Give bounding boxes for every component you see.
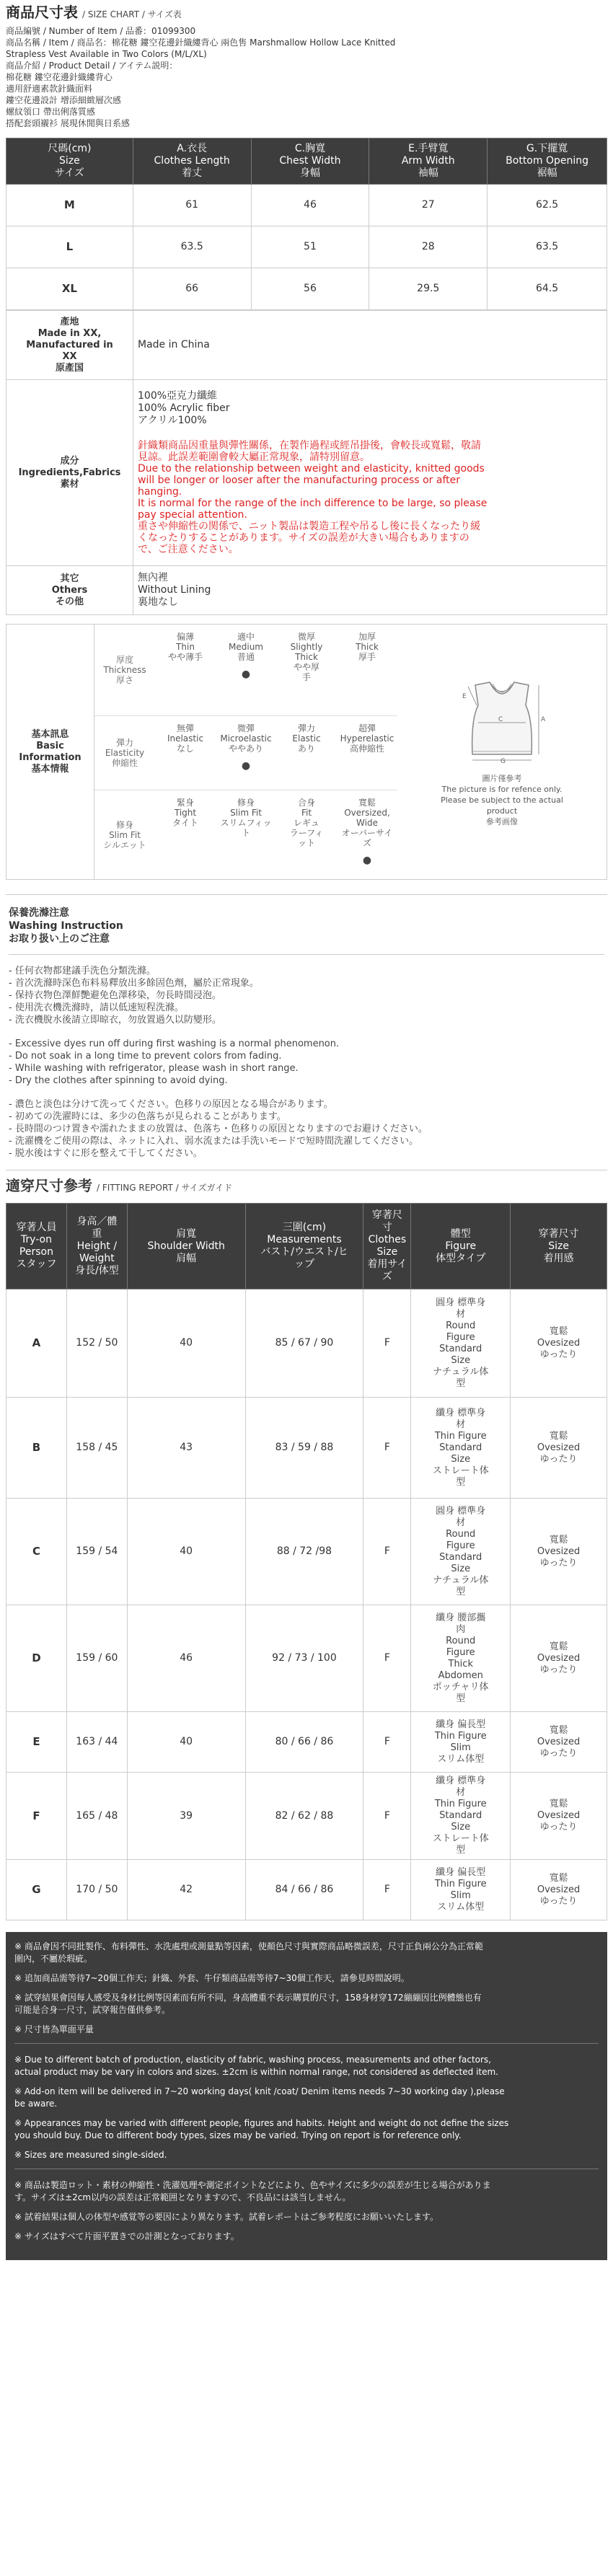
- shoulder-cell: 42: [127, 1860, 245, 1920]
- clothes-size-cell: F: [363, 1773, 411, 1860]
- bottom-col-header: G.下擺寬 Bottom Opening 裾幅: [488, 138, 607, 185]
- attribute-option: 微彈 Microelastic ややあり ●: [220, 723, 272, 772]
- wash-group-zh: - 任何衣物都建議手洗色分類洗滌。 - 首次洗滌時深色布料易釋放出多餘固色劑，屬於正常現象。 - 保持衣物色澤鮮艷避免色澤移染，勿長時間浸泡。 - 使用洗衣機洗滌時，請以低速短程洗滌。 - 洗衣機脫水後請立即晾衣，勿放置過久以防變形。: [9, 966, 259, 1025]
- attribute-category: 修身 Slim Fit シルエット: [103, 819, 146, 850]
- note-item: ※ 試穿結果會因每人感受及身材比例等因素而有所不同，身高體重不表示購買的尺寸，158身材穿172繃繃因比例體態也有 可能是合身一尺寸，試穿報告僅供參考。: [14, 1993, 482, 2015]
- height-weight-col-header: 身高／體 重 Height / Weight 身長/体型: [66, 1204, 127, 1289]
- diagram-caption: 圖片僅參考 The picture is for refence only. Please be subject to the actual product 參考画像: [441, 774, 563, 826]
- clothes-size-cell: F: [363, 1289, 411, 1398]
- product-description: [6, 25, 607, 129]
- notes-divider: [14, 2043, 599, 2044]
- product-header: [0, 0, 613, 129]
- person-cell: F: [6, 1773, 67, 1860]
- arm-cell: 27: [369, 185, 488, 226]
- wash-divider: [9, 954, 604, 955]
- others-label: 其它 Others その他: [6, 566, 133, 615]
- note-item: ※ 商品會因不同批製作、布料彈性、水洗處理或測量點等因素，使顏色尺寸與實際商品略微誤差，尺寸正負兩公分為正常範 圍內，不屬於瑕疵。: [14, 1941, 483, 1964]
- washing-instruction: [0, 895, 613, 1160]
- table-row: [6, 1860, 607, 1920]
- height-weight-cell: 165 / 48: [66, 1773, 127, 1860]
- fabric-line: アクリル100%: [138, 415, 207, 426]
- length-col-header: A.衣長 Clothes Length 着丈: [133, 138, 251, 185]
- attribute-option: 修身 Slim Fit スリムフィッ ト: [220, 798, 272, 838]
- figure-cell: 纖身 偏長型 Thin Figure Slim スリム体型: [411, 1712, 511, 1773]
- garment-diagram: [397, 625, 607, 879]
- arm-cell: 29.5: [369, 268, 488, 310]
- wash-title-zh: 保養洗滌注意: [9, 907, 69, 919]
- table-row: [6, 1605, 607, 1712]
- fit-cell: 寬鬆 Ovesized ゆったり: [511, 1860, 607, 1920]
- wash-group-en: - Excessive dyes run off during first washing is a normal phenomenon. - Do not soak in a long time to prevent colors from fading. - While washing with refrigerator, please wash in short range. - Dry the clothes after spinning to avoid dying.: [9, 1038, 340, 1086]
- table-row: [6, 1773, 607, 1860]
- product-line: 鏤空花邊設計 增添細緻層次感: [6, 95, 121, 105]
- ingredients-value: [133, 380, 607, 566]
- attribute-row: [94, 716, 397, 790]
- shoulder-col-header: 肩寬 Shoulder Width 肩幅: [127, 1204, 245, 1289]
- person-cell: B: [6, 1398, 67, 1499]
- fabric-line: 100%亞克力纖維: [138, 390, 218, 402]
- shoulder-cell: 43: [127, 1398, 245, 1499]
- product-info-table: [6, 310, 607, 615]
- product-line: 商品名稱 / Item / 商品名：棉花糖 鏤空花邊針織縷背心 兩色售 Marshmallow Hollow Lace Knitted: [6, 38, 396, 48]
- others-row: [6, 566, 607, 615]
- attribute-option: 超彈 Hyperelastic 高伸縮性: [340, 723, 394, 754]
- length-cell: 66: [133, 268, 251, 310]
- measurements-cell: 88 / 72 /98: [245, 1499, 363, 1605]
- note-item: ※ Appearances may be varied with different people, figures and habits. Height and weight do not define the sizes you should buy. Due to different body types, sizes may be varied. Trying on report is for reference only.: [14, 2118, 509, 2140]
- note-item: ※ 試着結果は個人の体型や感覚等の要因により異なります。試着レポートはご参考程度にお願いいたします。: [14, 2212, 438, 2222]
- figure-cell: 圓身 標準身 材 Round Figure Standard Size ナチュラル体 型: [411, 1289, 511, 1398]
- figure-cell: 纖身 腰部攜 肉 Round Figure Thick Abdomen ポッチャリ体 型: [411, 1605, 511, 1712]
- measurements-cell: 92 / 73 / 100: [245, 1605, 363, 1712]
- figure-cell: 纖身 偏長型 Thin Figure Slim スリム体型: [411, 1860, 511, 1920]
- fit-cell: 寬鬆 Ovesized ゆったり: [511, 1499, 607, 1605]
- wash-group-jp: - 濃色と淡色は分けて洗ってください。色移りの原因となる場合があります。 - 初めての洗濯時には、多少の色落ちが見られることがあります。 - 長時間のつけ置きや濡れたままの放置は、色落ち・色移りの原因となりますのでお避けください。 - 洗濯機をご使用の際は、ネットに入れ、弱水流または手洗いモードで短時間洗濯してください。 - 脱水後はすぐに形を整えて干してください。: [9, 1099, 428, 1159]
- chest-col-header: C.胸寬 Chest Width 身幅: [251, 138, 369, 185]
- table-row: [6, 185, 607, 226]
- shoulder-cell: 46: [127, 1605, 245, 1712]
- basic-information: [6, 624, 607, 880]
- fitting-table-header: [6, 1204, 607, 1289]
- notes-panel: [6, 1932, 607, 2260]
- table-row: [6, 268, 607, 310]
- basic-info-label: 基本訊息 Basic Information 基本情報: [6, 625, 94, 879]
- fitting-table: [6, 1203, 607, 1920]
- attribute-option: 合身 Fit レギュ ラーフィ ット: [289, 798, 324, 848]
- arm-col-header: E.手臂寬 Arm Width 袖幅: [369, 138, 488, 185]
- fit-cell: 寬鬆 Ovesized ゆったり: [511, 1398, 607, 1499]
- size-chart-title: 商品尺寸表: [6, 4, 78, 21]
- knit-warning: 針織類商品因重量與彈性關係，在製作過程或經吊掛後，會較長或寬鬆，敬請 見諒。此誤差範圍會較大屬正常現象，請特別留意。 Due to the relationship between weight and elasticity, knitted goods will be longer or looser after the manufacturing process or after hanging. It is normal for the range of the inch difference to be large, so please pay special attention. 重さや伸縮性の関係で、ニット製品は製造工程や吊るし後に長くなったり緩 くなったりすることがあります。サイズの誤差が大きい場合もありますの で、ご注意ください。: [138, 440, 488, 555]
- product-line: 棉花糖 鏤空花邊針織縷背心: [6, 72, 113, 82]
- product-line: 螺紋領口 帶出俐落質感: [6, 107, 95, 117]
- attribute-option: 適中 Medium 普通 ●: [229, 632, 263, 680]
- height-weight-cell: 158 / 45: [66, 1398, 127, 1499]
- attribute-grid: [94, 625, 397, 879]
- size-col-header: 尺碼(cm) Size サイズ: [6, 138, 133, 185]
- person-cell: C: [6, 1499, 67, 1605]
- size-chart-subtitle: / SIZE CHART / サイズ表: [82, 9, 182, 19]
- product-line: Strapless Vest Available in Two Colors (M/L/XL): [6, 49, 207, 59]
- figure-cell: 圓身 標準身 材 Round Figure Standard Size ナチュラル体 型: [411, 1499, 511, 1605]
- bottom-cell: 62.5: [488, 185, 607, 226]
- chest-cell: 51: [251, 226, 369, 268]
- measurements-cell: 84 / 66 / 86: [245, 1860, 363, 1920]
- person-cell: E: [6, 1712, 67, 1773]
- measurements-cell: 85 / 67 / 90: [245, 1289, 363, 1398]
- selected-dot-icon: ●: [362, 855, 372, 866]
- origin-label: 產地 Made in XX, Manufactured in XX 原產国: [6, 311, 133, 380]
- selected-dot-icon: ●: [241, 669, 251, 680]
- fitting-heading: [0, 1170, 613, 1203]
- origin-value: Made in China: [133, 311, 607, 380]
- note-item: ※ Add-on item will be delivered in 7~20 working days( knit /coat/ Denim items needs 7~30 working day ),please be aware.: [14, 2086, 505, 2109]
- origin-row: [6, 311, 607, 380]
- table-row: [6, 1398, 607, 1499]
- note-item: ※ 尺寸皆為單面平量: [14, 2024, 94, 2034]
- table-row: [6, 1712, 607, 1773]
- height-weight-cell: 159 / 54: [66, 1499, 127, 1605]
- attribute-option: 微厚 Slightly Thick やや厚 手: [290, 632, 323, 682]
- measurements-col-header: 三圍(cm) Measurements バスト/ウエスト/ヒ ップ: [245, 1204, 363, 1289]
- length-cell: 63.5: [133, 226, 251, 268]
- size-cell: M: [6, 185, 133, 226]
- table-row: [6, 226, 607, 268]
- note-item: ※ Sizes are measured single-sided.: [14, 2150, 167, 2160]
- clothes-size-col-header: 穿著尺 寸 Clothes Size 着用サイ ズ: [363, 1204, 411, 1289]
- figure-cell: 纖身 標準身 材 Thin Figure Standard Size ストレート体 型: [411, 1773, 511, 1860]
- fit-cell: 寬鬆 Ovesized ゆったり: [511, 1712, 607, 1773]
- attribute-row: [94, 790, 397, 879]
- measurements-cell: 80 / 66 / 86: [245, 1712, 363, 1773]
- size-chart-heading: [6, 3, 607, 22]
- person-cell: G: [6, 1860, 67, 1920]
- measurements-cell: 82 / 62 / 88: [245, 1773, 363, 1860]
- chest-cell: 56: [251, 268, 369, 310]
- attribute-row: [94, 625, 397, 716]
- ingredients-row: [6, 380, 607, 566]
- wash-title-en: Washing Instruction: [9, 920, 123, 932]
- measurements-cell: 83 / 59 / 88: [245, 1398, 363, 1499]
- fit-cell: 寬鬆 Ovesized ゆったり: [511, 1605, 607, 1712]
- diagram-label-a: A: [541, 716, 546, 723]
- clothes-size-cell: F: [363, 1499, 411, 1605]
- attribute-option: 彈力 Elastic あり: [292, 723, 321, 754]
- fit-cell: 寬鬆 Ovesized ゆったり: [511, 1773, 607, 1860]
- length-cell: 61: [133, 185, 251, 226]
- shoulder-cell: 40: [127, 1712, 245, 1773]
- clothes-size-cell: F: [363, 1712, 411, 1773]
- height-weight-cell: 152 / 50: [66, 1289, 127, 1398]
- vest-sketch-icon: [448, 676, 556, 764]
- size-cell: XL: [6, 268, 133, 310]
- attribute-option: 緊身 Tight タイト: [172, 798, 198, 828]
- diagram-label-e: E: [462, 693, 467, 700]
- others-value: 無內裡 Without Lining 裏地なし: [133, 566, 607, 615]
- note-item: ※ Due to different batch of production, elasticity of fabric, washing process, measurements and other factors, actual product may be vary in colors and sizes. ±2cm is within normal range, not considered as deflected item.: [14, 2055, 498, 2077]
- product-line: 適用舒適素款針織面料: [6, 84, 93, 94]
- fitting-subtitle: / FITTING REPORT / サイズガイド: [97, 1183, 233, 1193]
- attribute-option: 加厚 Thick 厚手: [356, 632, 379, 662]
- product-line: 商品介紹 / Product Detail / アイテム説明：: [6, 61, 178, 71]
- attribute-category: 厚度 Thickness 厚さ: [103, 655, 146, 685]
- table-row: [6, 1499, 607, 1605]
- note-item: ※ 商品は製造ロット・素材の伸縮性・洗濯処理や測定ポイントなどにより、色やサイズに多少の誤差が生じる場合がありま す。サイズは±2cm以内の誤差は正常範囲となりますので、不良品には該当しません。: [14, 2180, 491, 2202]
- product-line: 商品編號 / Number of Item / 品番：01099300: [6, 26, 196, 36]
- person-cell: A: [6, 1289, 67, 1398]
- figure-cell: 纖身 標準身 材 Thin Figure Standard Size ストレート体 型: [411, 1398, 511, 1499]
- bottom-cell: 63.5: [488, 226, 607, 268]
- shoulder-cell: 40: [127, 1289, 245, 1398]
- table-row: [6, 1289, 607, 1398]
- bottom-cell: 64.5: [488, 268, 607, 310]
- product-line: 搭配套頭襯衫 展現休閒與日系感: [6, 118, 130, 128]
- attribute-category: 彈力 Elasticity 伸縮性: [105, 738, 145, 768]
- person-col-header: 穿著人員 Try-on Person スタッフ: [6, 1204, 67, 1289]
- height-weight-cell: 163 / 44: [66, 1712, 127, 1773]
- fabric-line: 100% Acrylic fiber: [138, 402, 230, 414]
- height-weight-cell: 159 / 60: [66, 1605, 127, 1712]
- size-cell: L: [6, 226, 133, 268]
- note-item: ※ サイズはすべて片面平置きでの計測となっております。: [14, 2231, 239, 2241]
- arm-cell: 28: [369, 226, 488, 268]
- chest-cell: 46: [251, 185, 369, 226]
- clothes-size-cell: F: [363, 1398, 411, 1499]
- shoulder-cell: 40: [127, 1499, 245, 1605]
- height-weight-cell: 170 / 50: [66, 1860, 127, 1920]
- selected-dot-icon: ●: [241, 760, 251, 772]
- fitting-title: 適穿尺寸參考: [6, 1177, 92, 1194]
- attribute-option: 偏薄 Thin やや薄手: [167, 632, 203, 662]
- attribute-option: 寬鬆 Oversized, Wide オーバーサイ ズ ●: [341, 798, 393, 866]
- diagram-label-c: C: [498, 716, 503, 723]
- wash-title-jp: お取り扱い上のご注意: [9, 933, 110, 945]
- size-table-header: [6, 138, 607, 185]
- note-item: ※ 追加商品需等待7~20個工作天；針織、外套、牛仔類商品需等待7~30個工作天，請參見時間說明。: [14, 1973, 410, 1983]
- fit-col-header: 穿著尺寸 Size 着用感: [511, 1204, 607, 1289]
- clothes-size-cell: F: [363, 1860, 411, 1920]
- diagram-label-g: G: [500, 758, 506, 764]
- fit-cell: 寬鬆 Ovesized ゆったり: [511, 1289, 607, 1398]
- person-cell: D: [6, 1605, 67, 1712]
- clothes-size-cell: F: [363, 1605, 411, 1712]
- size-table: [6, 138, 607, 310]
- shoulder-cell: 39: [127, 1773, 245, 1860]
- attribute-option: 無彈 Inelastic なし: [167, 723, 204, 754]
- ingredients-label: 成分 Ingredients,Fabrics 素材: [6, 380, 133, 566]
- figure-col-header: 體型 Figure 体型タイプ: [411, 1204, 511, 1289]
